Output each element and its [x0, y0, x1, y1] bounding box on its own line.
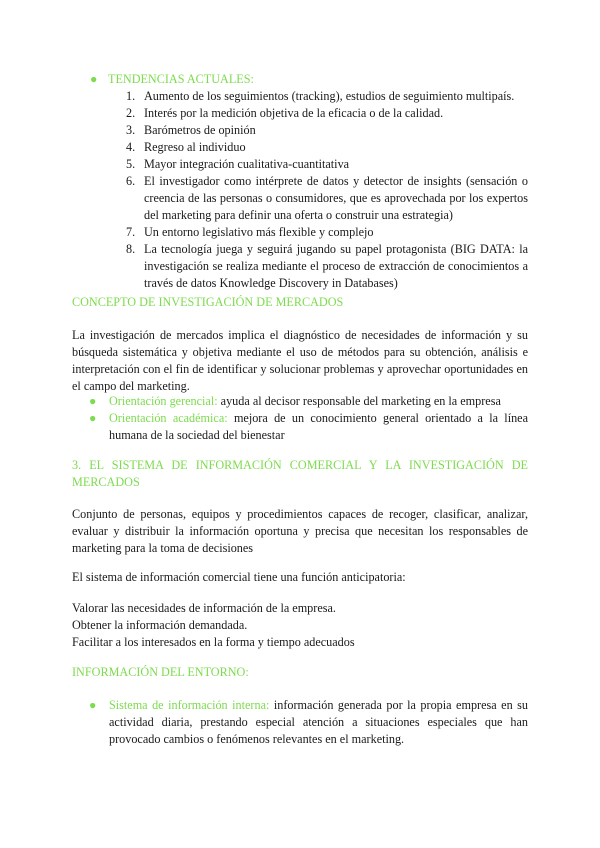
item-number: 8. [126, 242, 136, 256]
bullet-text: ayuda al decisor responsable del marketing en la empresa [217, 394, 501, 408]
item-text: La tecnología juega y seguirá jugando su papel protagonista (BIG DATA: la investigación se realiza mediante el proceso de extracción de conocimientos a través de datos Knowledge Discovery in Databases) [144, 242, 528, 290]
bullet-label: Sistema de información interna: [109, 698, 270, 712]
concepto-bullets [72, 393, 528, 444]
entorno-bullets [72, 697, 528, 748]
tendencias-item [126, 88, 528, 105]
item-number: 1. [126, 89, 136, 103]
item-number: 3. [126, 123, 136, 137]
bullet-text: mejora de un conocimiento general orientado a la línea humana de la sociedad del bienestar [109, 411, 528, 442]
concepto-heading: CONCEPTO DE INVESTIGACIÓN DE MERCADOS [72, 295, 344, 309]
tendencias-item [126, 122, 528, 139]
bullet-dot: ● [89, 394, 97, 408]
concepto-paragraph: La investigación de mercados implica el diagnóstico de necesidades de información y su búsqueda sistemática y objetiva mediante el uso de métodos para su obtención, análisis e interpretación con el fin de identificar y solucionar problemas y aprovechar oportunidades en el campo del marketing. [72, 328, 528, 393]
item-text: Regreso al individuo [144, 140, 246, 154]
sistema-lines [72, 600, 528, 651]
tendencias-item [126, 139, 528, 156]
bullet-item [72, 393, 528, 410]
tendencias-item [126, 224, 528, 241]
sistema-heading: 3. EL SISTEMA DE INFORMACIÓN COMERCIAL Y LA INVESTIGACIÓN DE MERCADOS [72, 458, 528, 489]
sistema-line: Facilitar a los interesados en la forma y tiempo adecuados [72, 635, 355, 649]
bullet-item [72, 410, 528, 444]
sistema-paragraph: Conjunto de personas, equipos y procedimientos capaces de recoger, clasificar, analizar, evaluar y distribuir la información oportuna y precisa que necesitan los responsables de marketing para la toma de decisiones [72, 507, 528, 555]
item-number: 6. [126, 174, 136, 188]
item-text: Mayor integración cualitativa-cuantitativa [144, 157, 350, 171]
bullet-dot: ● [89, 698, 97, 712]
tendencias-item [126, 105, 528, 122]
tendencias-heading: TENDENCIAS ACTUALES: [108, 72, 254, 86]
item-number: 4. [126, 140, 136, 154]
sistema-line: Valorar las necesidades de información de la empresa. [72, 601, 336, 615]
bullet-label: Orientación académica: [109, 411, 228, 425]
bullet-item [72, 697, 528, 748]
item-text: Aumento de los seguimientos (tracking), estudios de seguimiento multipaís. [144, 89, 515, 103]
bullet-dot: ● [89, 411, 97, 425]
tendencias-item [126, 241, 528, 292]
sistema-line: Obtener la información demandada. [72, 618, 248, 632]
item-number: 7. [126, 225, 136, 239]
tendencias-item [126, 156, 528, 173]
sistema-anticipatoria: El sistema de información comercial tiene una función anticipatoria: [72, 570, 406, 584]
item-text: Barómetros de opinión [144, 123, 256, 137]
bullet-label: Orientación gerencial: [109, 394, 218, 408]
item-number: 2. [126, 106, 136, 120]
item-text: Interés por la medición objetiva de la eficacia o de la calidad. [144, 106, 444, 120]
item-text: Un entorno legislativo más flexible y complejo [144, 225, 374, 239]
tendencias-item [126, 173, 528, 224]
bullet-dot: ● [90, 72, 98, 86]
tendencias-list [126, 88, 528, 292]
item-text: El investigador como intérprete de datos y detector de insights (sensación o creencia de las personas o consumidores, que es aprovechada por los expertos del marketing para definir una oferta o construir una estrategia) [144, 174, 528, 222]
item-number: 5. [126, 157, 136, 171]
bullet-text: información generada por la propia empresa en su actividad diaria, prestando especial atención a situaciones especiales que han provocado cambios o fenómenos relevantes en el marketing. [109, 698, 528, 746]
entorno-heading: INFORMACIÓN DEL ENTORNO: [72, 665, 249, 679]
